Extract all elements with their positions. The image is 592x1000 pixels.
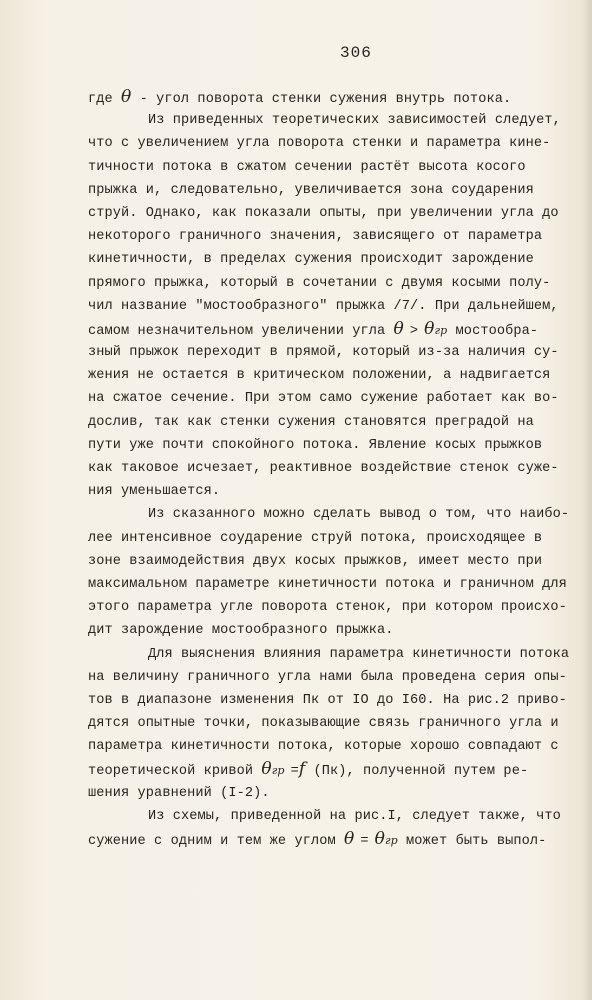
text-line-22: максимальном параметре кинетичности потока и граничном для <box>88 576 567 592</box>
page-number: 306 <box>340 44 372 62</box>
text-line-2: Из приведенных теоретических зависимостей следует, <box>148 113 561 129</box>
text-line-18: ния уменьшается. <box>88 484 221 500</box>
text-line-13: жения не остается в критическом положении, а надвигается <box>88 368 551 384</box>
text-line-14: на сжатое сечение. При этом само сужение работает как во- <box>88 391 559 407</box>
greater-than-sign: > <box>409 323 419 339</box>
text-line-24: дит зарождение мостообразного прыжка. <box>88 623 394 639</box>
theta-symbol: θ <box>261 759 272 780</box>
theta-symbol: θ <box>424 318 435 339</box>
text-line-10: чил название "мостообразного" прыжка /7/. При дальнейшем, <box>88 298 559 314</box>
text-line-11 <box>88 318 574 341</box>
text-line-23: этого параметра угле поворота стенок, при котором происхо- <box>88 600 567 616</box>
equals-sign: = <box>360 834 369 849</box>
text-line-30 <box>88 758 574 781</box>
text-line-16: пути уже почти спокойного потока. Явление косых прыжков <box>88 437 543 453</box>
line-11-part-b: мостообра- <box>447 323 539 339</box>
line-1-part-a: где <box>88 92 122 107</box>
line-33-part-b: может быть выпол- <box>397 834 547 849</box>
text-line-4: тичности потока в сжатом сечении растёт высота косого <box>88 159 526 175</box>
text-line-9: прямого прыжка, который в сочетании с двумя косыми полу- <box>88 275 551 291</box>
line-1-part-b: - угол поворота стенки сужения внутрь потока. <box>131 92 512 107</box>
gr-subscript: гр <box>434 323 448 337</box>
text-line-6: струй. Однако, как показали опыты, при увеличении угла до <box>88 205 559 221</box>
line-11-part-a: самом незначительном увеличении угла <box>88 323 394 339</box>
text-line-19: Из сказанного можно сделать вывод о том, что наибо- <box>148 507 570 523</box>
theta-symbol: θ <box>344 829 355 849</box>
text-line-8: кинетичности, в пределах сужения происходит зарождение <box>88 252 534 268</box>
gr-subscript: гр <box>271 764 285 778</box>
text-line-3: что с увеличением угла поворота стенки и параметра кине- <box>88 136 551 152</box>
text-line-31: шения уравнений (I-2). <box>88 785 270 801</box>
theta-symbol: θ <box>374 829 385 849</box>
text-line-32: Из схемы, приведенной на рис.I, следует также, что <box>148 808 561 824</box>
line-30-part-b: (Пк), полученной путем ре- <box>305 764 529 780</box>
gr-subscript: гр <box>384 834 398 847</box>
page-edge-shadow <box>582 0 592 1000</box>
text-line-25: Для выяснения влияния параметра кинетичности потока <box>148 646 570 662</box>
text-line-15: дослив, так как стенки сужения становятся преградой на <box>88 414 534 430</box>
line-33-part-a: сужение с одним и тем же углом <box>88 834 344 849</box>
text-line-21: зоне взаимодействия двух косых прыжков, имеет место при <box>88 553 543 569</box>
text-line-1 <box>88 86 574 109</box>
function-symbol: f <box>298 759 306 780</box>
text-line-27: тов в диапазоне изменения Пк от IO до I60. На рис.2 приво- <box>88 692 567 708</box>
text-line-7: некоторого граничного значения, зависящего от параметра <box>88 229 543 245</box>
line-30-part-a: теоретической кривой <box>88 764 262 780</box>
text-line-12: зный прыжок переходит в прямой, который из-за наличия су- <box>88 345 559 361</box>
text-line-28: дятся опытные точки, показывающие связь граничного угла и <box>88 716 559 732</box>
theta-symbol: θ <box>393 318 404 339</box>
theta-symbol: θ <box>121 87 132 107</box>
text-line-20: лее интенсивное соударение струй потока, происходящее в <box>88 530 543 546</box>
text-line-5: прыжка и, следовательно, увеличивается зона соударения <box>88 182 534 198</box>
text-line-29: параметра кинетичности потока, которые хорошо совпадают с <box>88 739 559 755</box>
text-line-26: на величину граничного угла нами была проведена серия опы- <box>88 669 567 685</box>
equals-sign: = <box>290 764 299 780</box>
text-line-17: как таковое исчезает, реактивное воздействие стенок суже- <box>88 461 559 476</box>
body-text <box>88 86 574 851</box>
text-line-33 <box>88 828 574 851</box>
